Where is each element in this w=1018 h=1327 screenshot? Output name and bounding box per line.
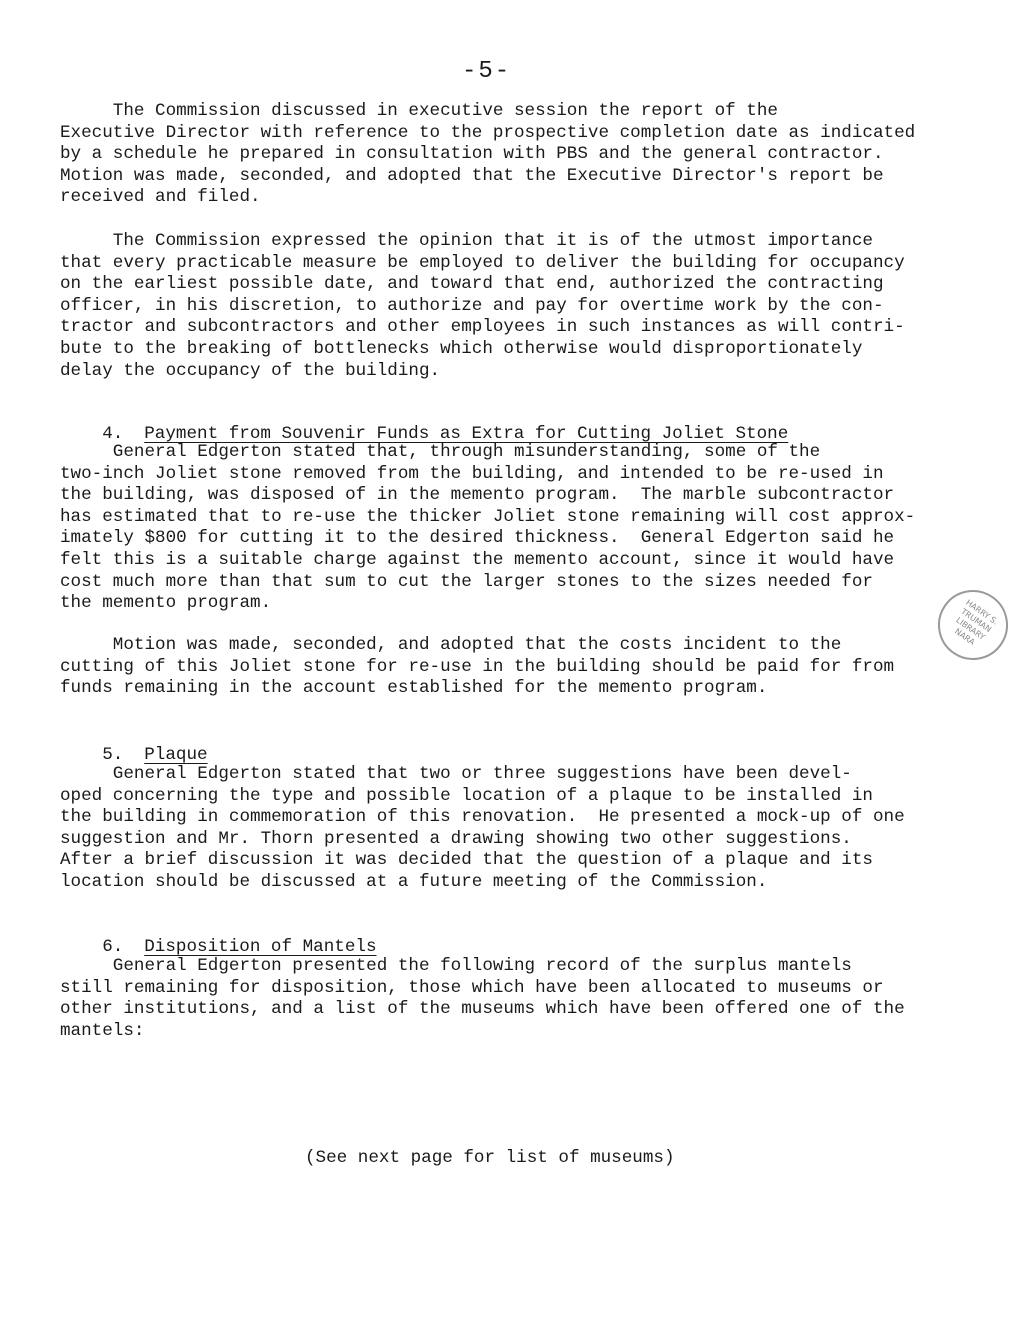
text-line: officer, in his discretion, to authorize and pay for overtime work by the con- [60, 295, 884, 316]
text-line: has estimated that to re-use the thicker Joliet stone remaining will cost approx- [60, 506, 916, 527]
text-line: received and filed. [60, 187, 261, 208]
text-line: still remaining for disposition, those which have been allocated to museums or [60, 977, 884, 998]
text-line: bute to the breaking of bottlenecks which otherwise would disproportionately [60, 338, 863, 359]
text-line: delay the occupancy of the building. [60, 360, 441, 381]
paragraph-plaque [60, 764, 940, 894]
section-number: 6. [102, 937, 124, 957]
text-line: the building, was disposed of in the memento program. The marble subcontractor [60, 485, 895, 506]
section-title: Disposition of Mantels [144, 937, 377, 957]
paragraph-executive-session [60, 101, 940, 209]
text-line: the building in commemoration of this renovation. He presented a mock-up of one [60, 807, 905, 828]
text-line: the memento program. [60, 593, 272, 614]
text-line: location should be discussed at a future meeting of the Commission. [60, 871, 768, 892]
text-line: two-inch Joliet stone removed from the building, and intended to be re-used in [60, 463, 884, 484]
text-line: by a schedule he prepared in consultation with PBS and the general contractor. [60, 144, 884, 165]
text-line: other institutions, and a list of the museums which have been offered one of the [60, 999, 905, 1020]
text-line: funds remaining in the account established for the memento program. [60, 678, 768, 699]
stamp-text: HARRY S. TRUMAN LIBRARY NARA [953, 597, 1000, 647]
text-line: Executive Director with reference to the prospective completion date as indicated [60, 122, 916, 143]
paragraph-mantels [60, 956, 940, 1042]
text-line: General Edgerton stated that, through misunderstanding, some of the [60, 442, 821, 462]
text-line: that every practicable measure be employed to deliver the building for occupancy [60, 252, 905, 273]
text-line: mantels: [60, 1020, 145, 1041]
text-line: tractor and subcontractors and other employees in such instances as will contri- [60, 317, 905, 338]
text-line: The Commission expressed the opinion that it is of the utmost importance [60, 231, 873, 251]
text-line: Motion was made, seconded, and adopted that the costs incident to the [60, 635, 842, 655]
section-number: 5. [102, 745, 124, 765]
text-line: on the earliest possible date, and toward that end, authorized the contracting [60, 274, 884, 295]
section-title: Payment from Souvenir Funds as Extra for Cutting Joliet Stone [144, 424, 789, 444]
page-number: -5- [462, 58, 512, 85]
text-line: After a brief discussion it was decided that the question of a plaque and its [60, 850, 873, 871]
paragraph-joliet-motion [60, 635, 940, 700]
text-line: General Edgerton stated that two or three suggestions have been devel- [60, 764, 852, 784]
footer-note: (See next page for list of museums) [305, 1148, 675, 1168]
text-line: General Edgerton presented the following record of the surplus mantels [60, 956, 852, 976]
text-line: cost much more than that sum to cut the larger stones to the sizes needed for [60, 571, 873, 592]
section-number: 4. [102, 424, 124, 444]
section-title: Plaque [144, 745, 208, 765]
text-line: suggestion and Mr. Thorn presented a drawing showing two other suggestions. [60, 828, 852, 849]
text-line: The Commission discussed in executive session the report of the [60, 101, 778, 121]
text-line: imately $800 for cutting it to the desired thickness. General Edgerton said he [60, 528, 895, 549]
text-line: cutting of this Joliet stone for re-use in the building should be paid for from [60, 656, 895, 677]
text-line: oped concerning the type and possible location of a plaque to be installed in [60, 785, 873, 806]
text-line: felt this is a suitable charge against the memento account, since it would have [60, 549, 895, 570]
paragraph-overtime [60, 231, 940, 382]
paragraph-joliet-stone [60, 442, 940, 615]
text-line: Motion was made, seconded, and adopted that the Executive Director's report be [60, 165, 884, 186]
